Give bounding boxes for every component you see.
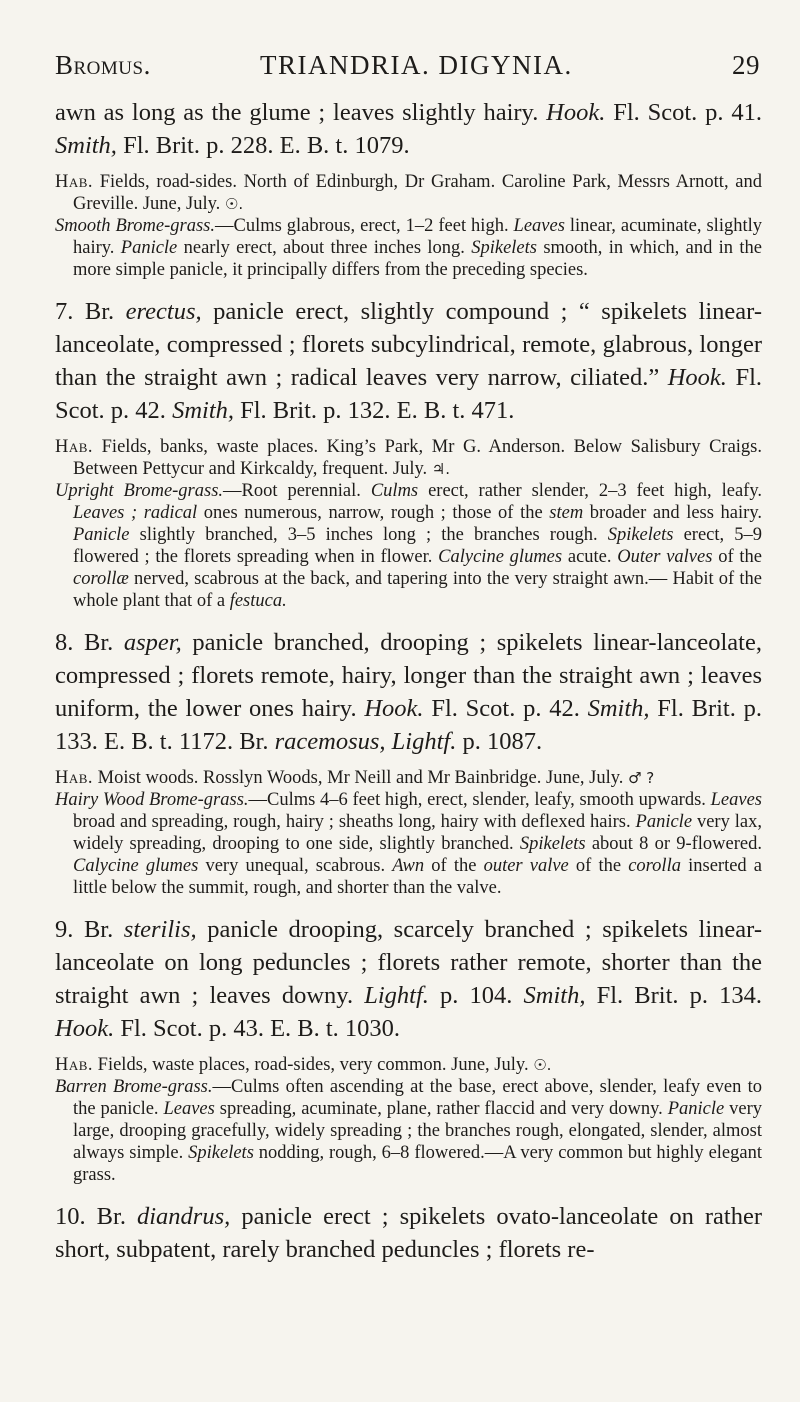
species-7-habitat: Hab. Fields, banks, waste places. King’s Park, Mr G. Anderson. Below Salisbury Craigs. Between Pettycur and Kirkcaldy, frequent. July. ♃.: [55, 437, 762, 479]
biennial-symbol-icon: ♂ ?: [628, 769, 655, 787]
species-8-description: Hairy Wood Brome-grass.—Culms 4–6 feet high, erect, slender, leafy, smooth upwards. Leaves broad and spreading, rough, hairy ; sheaths long, hairy with deflexed hairs. Panicle very lax, widely spreading, drooping to one side, slightly branched. Spikelets about 8 or 9-flowered. Calycine glumes very unequal, scabrous. Awn of the outer valve of the corolla inserted a little below the summit, rough, and shorter than the valve.: [55, 790, 763, 898]
page-number: 29: [732, 50, 760, 80]
header-genus: Bromus.: [55, 50, 151, 80]
header-class-order: TRIANDRIA. DIGYNIA.: [260, 50, 573, 80]
species-6-description: Smooth Brome-grass.—Culms glabrous, erect, 1–2 feet high. Leaves linear, acuminate, slightly hairy. Panicle nearly erect, about three inches long. Spikelets smooth, in which, and in the more simple panicle, it principally differs from the preceding species.: [55, 216, 762, 280]
species-9-entry: 9. Br. sterilis, panicle drooping, scarcely branched ; spikelets linear-lanceolate on long peduncles ; florets rather remote, shorter than the straight awn ; leaves downy. Lightf. p. 104. Smith, Fl. Brit. p. 134. Hook. Fl. Scot. p. 43. E. B. t. 1030.: [55, 916, 763, 1042]
species-7-description: Upright Brome-grass.—Root perennial. Culms erect, rather slender, 2–3 feet high, leafy. Leaves ; radical ones numerous, narrow, rough ; those of the stem broader and less hairy. Panicle slightly branched, 3–5 inches long ; the branches rough. Spikelets erect, 5–9 flowered ; the florets spreading when in flower. Calycine glumes acute. Outer valves of the corollæ nerved, scabrous at the back, and tapering into the very straight awn.— Habit of the whole plant that of a festuca.: [55, 481, 763, 611]
annual-symbol-icon: ☉.: [533, 1056, 552, 1074]
page-body: [55, 96, 762, 1266]
species-8-habitat: Hab. Moist woods. Rosslyn Woods, Mr Neill and Mr Bainbridge. June, July. ♂ ?: [55, 768, 655, 788]
species-6-continuation: awn as long as the glume ; leaves slightly hairy. Hook. Fl. Scot. p. 41. Smith, Fl. Brit. p. 228. E. B. t. 1079.: [55, 99, 762, 159]
annual-symbol-icon: ☉.: [224, 195, 244, 213]
species-9-habitat: Hab. Fields, waste places, road-sides, very common. June, July. ☉.: [55, 1055, 552, 1075]
running-header: [55, 50, 760, 90]
species-9-description: Barren Brome-grass.—Culms often ascending at the base, erect above, slender, leafy even to the panicle. Leaves spreading, acuminate, plane, rather flaccid and very downy. Panicle very large, drooping gracefully, widely spreading ; the branches rough, elongated, slender, almost always simple. Spikelets nodding, rough, 6–8 flowered.—A very common but highly elegant grass.: [55, 1077, 763, 1185]
species-10-entry: 10. Br. diandrus, panicle erect ; spikelets ovato-lanceolate on rather short, subpatent, rarely branched peduncles ; florets re-: [55, 1203, 762, 1263]
species-7-entry: 7. Br. erectus, panicle erect, slightly compound ; “ spikelets linear-lanceolate, compressed ; florets subcylindrical, remote, glabrous, longer than the straight awn ; radical leaves very narrow, ciliated.” Hook. Fl. Scot. p. 42. Smith, Fl. Brit. p. 132. E. B. t. 471.: [55, 298, 763, 424]
species-8-entry: 8. Br. asper, panicle branched, drooping ; spikelets linear-lanceolate, compressed ; florets remote, hairy, longer than the straight awn ; leaves uniform, the lower ones hairy. Hook. Fl. Scot. p. 42. Smith, Fl. Brit. p. 133. E. B. t. 1172. Br. racemosus, Lightf. p. 1087.: [55, 629, 762, 755]
perennial-symbol-icon: ♃.: [431, 460, 450, 478]
species-6-habitat: Hab. Fields, road-sides. North of Edinburgh, Dr Graham. Caroline Park, Messrs Arnott, and Greville. June, July. ☉.: [55, 172, 762, 214]
